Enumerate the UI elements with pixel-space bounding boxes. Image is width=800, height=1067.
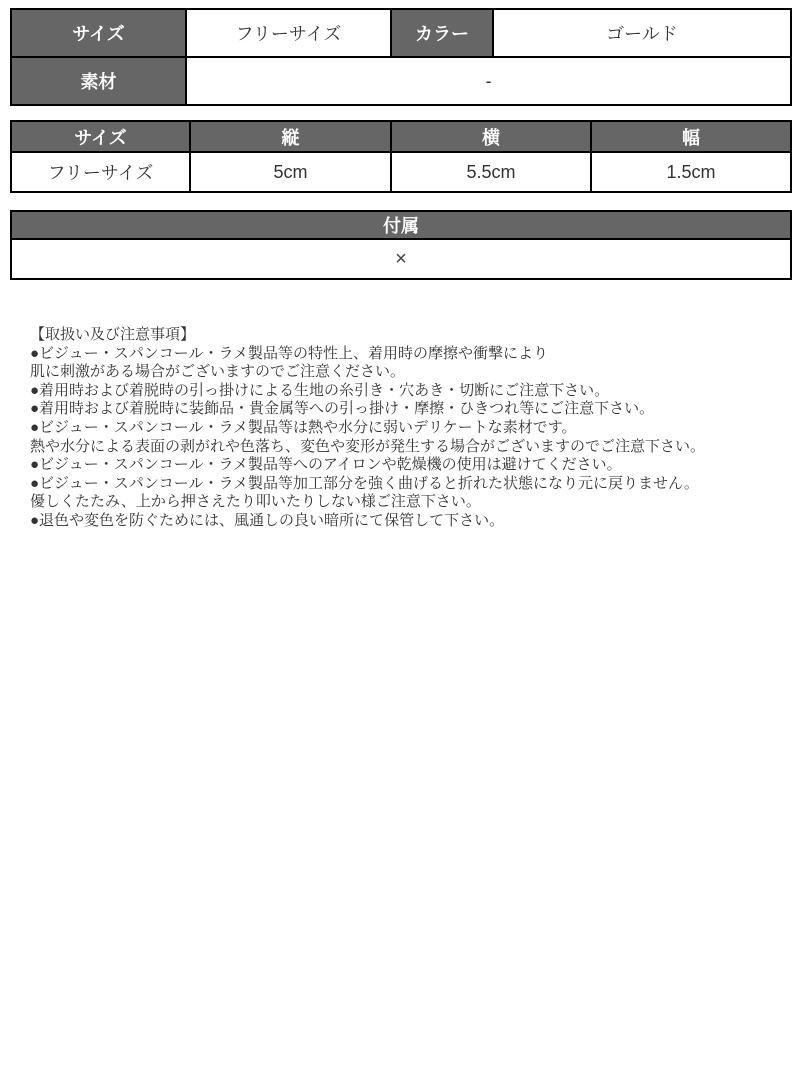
- size-table-header-row: [11, 121, 791, 152]
- height-col-header: 縦: [190, 121, 391, 152]
- note-line: 優しくたたみ、上から押さえたり叩いたりしない様ご注意下さい。: [30, 493, 481, 511]
- size-col-header: サイズ: [11, 121, 190, 152]
- accessory-header-row: [11, 211, 791, 239]
- note-line: ●ビジュー・スパンコール・ラメ製品等の特性上、着用時の摩擦や衝撃により: [30, 344, 549, 362]
- material-label-cell: 素材: [11, 57, 186, 105]
- size-table-data-row: [11, 152, 791, 192]
- accessory-value-cell: ×: [11, 239, 791, 279]
- width-value-cell: 5.5cm: [391, 152, 591, 192]
- height-value-cell: 5cm: [190, 152, 391, 192]
- depth-value-cell: 1.5cm: [591, 152, 791, 192]
- size-value-cell: フリーサイズ: [186, 9, 391, 57]
- spec-table: [10, 8, 792, 106]
- note-line: ●ビジュー・スパンコール・ラメ製品等加工部分を強く曲げると折れた状態になり元に戻りません。: [30, 474, 699, 492]
- spec-table-row-2: [11, 57, 791, 105]
- width-col-header: 横: [391, 121, 591, 152]
- size-name-cell: フリーサイズ: [11, 152, 190, 192]
- depth-col-header: 幅: [591, 121, 791, 152]
- material-value-cell: -: [186, 57, 791, 105]
- color-value-cell: ゴールド: [493, 9, 791, 57]
- note-line: ●ビジュー・スパンコール・ラメ製品等は熱や水分に弱いデリケートな素材です。: [30, 418, 577, 436]
- accessory-data-row: [11, 239, 791, 279]
- handling-notes-section: [30, 326, 775, 531]
- note-line: 肌に刺激がある場合がございますのでご注意ください。: [30, 363, 406, 381]
- accessory-table: [10, 210, 792, 280]
- accessory-header-cell: 付属: [11, 211, 791, 239]
- note-line: ●退色や変色を防ぐためには、風通しの良い暗所にて保管して下さい。: [30, 511, 505, 529]
- note-line: ●着用時および着脱時に装飾品・貴金属等への引っ掛け・摩擦・ひきつれ等にご注意下さい。: [30, 400, 655, 418]
- color-label-cell: カラー: [391, 9, 493, 57]
- note-line: ●ビジュー・スパンコール・ラメ製品等へのアイロンや乾燥機の使用は避けてください。: [30, 456, 622, 474]
- note-line: ●着用時および着脱時の引っ掛けによる生地の糸引き・穴あき・切断にご注意下さい。: [30, 381, 610, 399]
- size-label-cell: サイズ: [11, 9, 186, 57]
- note-line: 熱や水分による表面の剥がれや色落ち、変色や変形が発生する場合がございますのでご注意下さい。: [30, 437, 706, 455]
- size-table: [10, 120, 792, 193]
- notes-title: 【取扱い及び注意事項】: [30, 326, 196, 343]
- spec-table-row-1: [11, 9, 791, 57]
